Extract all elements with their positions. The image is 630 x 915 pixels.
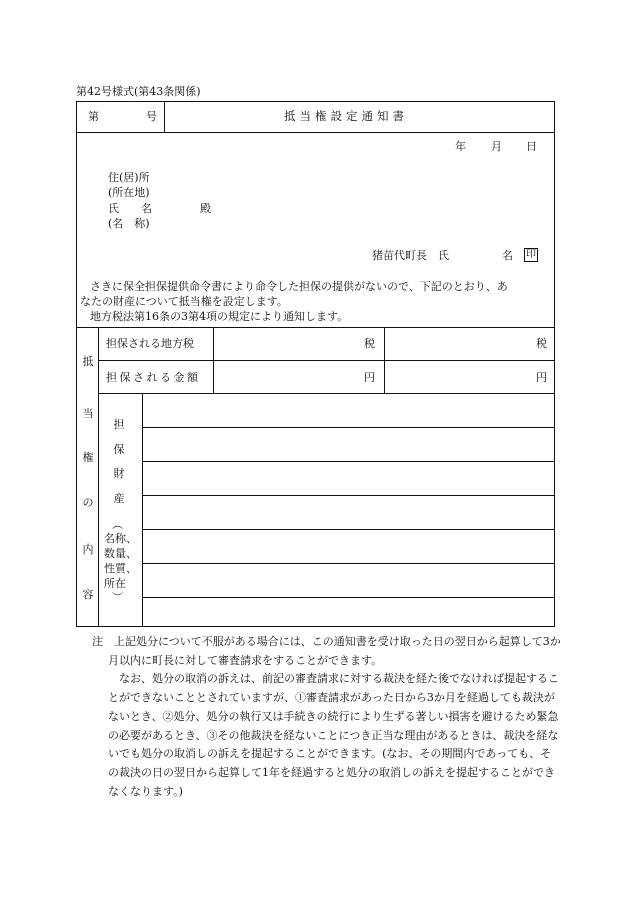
number-prefix: 第 — [88, 110, 99, 123]
name-label: 氏 名 — [108, 202, 152, 215]
section-char-1: 抵 — [82, 355, 94, 368]
property-sub-quantity: 数量、 — [104, 547, 137, 560]
notes-section — [92, 633, 562, 801]
document-title: 抵当権設定通知書 — [284, 109, 408, 123]
honorific: 殿 — [200, 202, 211, 215]
section-char-4: の — [82, 496, 94, 509]
property-row-5 — [142, 563, 555, 564]
date-day: 日 — [526, 140, 537, 153]
property-char-3: 財 — [113, 467, 125, 480]
property-char-1: 担 — [113, 418, 125, 431]
property-sub-name: 名称、 — [104, 532, 137, 545]
date-year: 年 — [455, 140, 466, 153]
body-line-3: 地方税法第16条の3第4項の規定により通知します。 — [90, 310, 349, 323]
property-char-4: 産 — [113, 492, 125, 505]
table-top-border — [76, 327, 555, 328]
property-sub-location: 所在 — [104, 577, 126, 590]
value-col-divider — [384, 327, 385, 393]
header-divider — [76, 132, 555, 133]
address-label: 住(居)所 — [108, 171, 150, 184]
note-para-1: 上記処分について不服がある場合には、この通知書を受け取った日の翌日から起算して3か月以内に町長に対して審査請求をすることができます。 — [108, 635, 561, 667]
note-para-2: なお、処分の取消の訴えは、前記の審査請求に対する裁決を経た後でなければ提起することができないこととされていますが、①審査請求があった日から3か月を経過しても裁決がないとき、②処分、処分の執行又は手続きの続行により生ずる著しい損害を避けるため緊急の必要があるとき、③その他裁決を経ないことにつき正当な理由があるときは、裁決を経ないでも処分の取消しの訴えを提起することができます。(なお、その期間内であっても、その裁決の日の翌日から起算して1年を経過すると処分の取消しの訴えを提起することができなくなります。) — [108, 672, 559, 798]
section-char-6: 容 — [82, 588, 94, 601]
property-row-6 — [142, 597, 555, 598]
form-number: 第42号様式(第43条関係) — [76, 85, 201, 98]
property-sub-nature: 性質、 — [104, 562, 137, 575]
tax-row-label: 担保される地方税 — [106, 337, 194, 350]
property-row-3 — [142, 495, 555, 496]
tax-unit-2: 税 — [536, 337, 547, 350]
date-month: 月 — [491, 140, 502, 153]
address-label-alt: (所在地) — [108, 186, 150, 199]
property-char-2: 保 — [113, 443, 125, 456]
label-col-divider — [213, 327, 214, 393]
property-row-4 — [142, 529, 555, 530]
property-paren-open: ︵ — [112, 518, 123, 531]
amount-row-border — [98, 393, 555, 394]
section-label-divider — [98, 327, 99, 627]
property-row-1 — [142, 427, 555, 428]
property-paren-close: ︶ — [112, 591, 123, 604]
sender-name-suffix: 名 — [502, 249, 513, 262]
amount-row-label: 担保される金額 — [106, 371, 201, 384]
amount-unit-1: 円 — [364, 371, 375, 384]
body-line-1: さきに保全担保提供命令書により命令した担保の提供がないので、下記のとおり、あ — [90, 280, 508, 293]
section-char-2: 当 — [82, 407, 94, 420]
amount-unit-2: 円 — [536, 371, 547, 384]
seal-mark: 印 — [526, 249, 536, 260]
section-char-5: 内 — [82, 543, 94, 556]
property-label-divider — [142, 393, 143, 627]
note-prefix: 注 — [92, 635, 103, 648]
header-number-divider — [164, 101, 165, 132]
property-row-2 — [142, 461, 555, 462]
tax-unit-1: 税 — [364, 337, 375, 350]
section-char-3: 権 — [82, 451, 94, 464]
tax-row-border — [98, 360, 555, 361]
number-suffix: 号 — [146, 110, 157, 123]
body-line-2: なたの財産について抵当権を設定します。 — [80, 295, 288, 308]
name-label-alt: (名 称) — [108, 217, 150, 230]
sender-title: 猪苗代町長 氏 — [372, 249, 449, 262]
